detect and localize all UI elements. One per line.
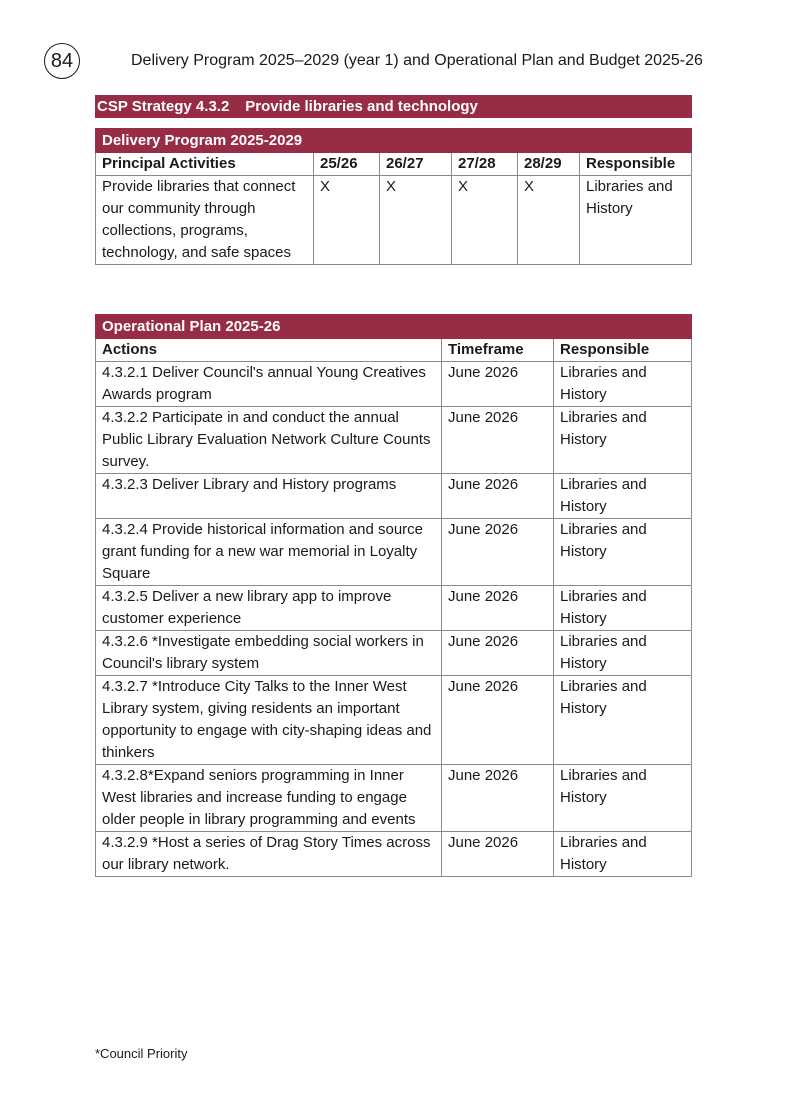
action: 4.3.2.1 Deliver Council's annual Young Creatives Awards program <box>96 362 442 407</box>
table-row <box>96 631 692 676</box>
action: 4.3.2.6 *Investigate embedding social workers in Council's library system <box>96 631 442 676</box>
table-row <box>96 176 692 265</box>
action: 4.3.2.9 *Host a series of Drag Story Times across our library network. <box>96 832 442 877</box>
responsible: Libraries and History <box>554 631 692 676</box>
delivery-program-table <box>95 128 692 265</box>
responsible: Libraries and History <box>554 765 692 832</box>
year-mark: X <box>380 176 452 265</box>
document-title: Delivery Program 2025–2029 (year 1) and Operational Plan and Budget 2025-26 <box>131 52 703 69</box>
column-header: Actions <box>96 339 442 362</box>
timeframe: June 2026 <box>442 407 554 474</box>
year-mark: X <box>314 176 380 265</box>
responsible: Libraries and History <box>554 832 692 877</box>
column-header: Responsible <box>554 339 692 362</box>
page-number: 84 <box>44 43 80 79</box>
responsible: Libraries and History <box>554 586 692 631</box>
table-row <box>96 407 692 474</box>
strategy-banner <box>95 95 692 118</box>
strategy-title: Provide libraries and technology <box>245 98 478 115</box>
responsible: Libraries and History <box>554 474 692 519</box>
timeframe: June 2026 <box>442 765 554 832</box>
timeframe: June 2026 <box>442 832 554 877</box>
action: 4.3.2.3 Deliver Library and History programs <box>96 474 442 519</box>
timeframe: June 2026 <box>442 474 554 519</box>
year-mark: X <box>518 176 580 265</box>
timeframe: June 2026 <box>442 676 554 765</box>
responsible: Libraries and History <box>554 362 692 407</box>
operational-plan-table <box>95 314 692 877</box>
responsible: Libraries and History <box>554 407 692 474</box>
timeframe: June 2026 <box>442 631 554 676</box>
operational-plan-heading: Operational Plan 2025-26 <box>96 315 692 339</box>
strategy-code: CSP Strategy 4.3.2 <box>97 98 230 115</box>
table-row <box>96 832 692 877</box>
delivery-program-heading: Delivery Program 2025-2029 <box>96 129 692 153</box>
action: 4.3.2.4 Provide historical information and source grant funding for a new war memorial in Loyalty Square <box>96 519 442 586</box>
column-header: Principal Activities <box>96 153 314 176</box>
action: 4.3.2.8*Expand seniors programming in Inner West libraries and increase funding to engage older people in library programming and events <box>96 765 442 832</box>
timeframe: June 2026 <box>442 519 554 586</box>
action: 4.3.2.7 *Introduce City Talks to the Inner West Library system, giving residents an important opportunity to engage with city-shaping ideas and thinkers <box>96 676 442 765</box>
column-header: 25/26 <box>314 153 380 176</box>
table-row <box>96 362 692 407</box>
column-header: Timeframe <box>442 339 554 362</box>
responsible: Libraries and History <box>554 676 692 765</box>
table-row <box>96 586 692 631</box>
responsible: Libraries and History <box>554 519 692 586</box>
column-header: 28/29 <box>518 153 580 176</box>
table-row <box>96 474 692 519</box>
table-row <box>96 765 692 832</box>
table-row <box>96 676 692 765</box>
principal-activity: Provide libraries that connect our community through collections, programs, technology, and safe spaces <box>96 176 314 265</box>
column-header: 26/27 <box>380 153 452 176</box>
timeframe: June 2026 <box>442 586 554 631</box>
column-header: Responsible <box>580 153 692 176</box>
column-header: 27/28 <box>452 153 518 176</box>
table-row <box>96 519 692 586</box>
responsible: Libraries and History <box>580 176 692 265</box>
year-mark: X <box>452 176 518 265</box>
action: 4.3.2.2 Participate in and conduct the annual Public Library Evaluation Network Culture Counts survey. <box>96 407 442 474</box>
timeframe: June 2026 <box>442 362 554 407</box>
action: 4.3.2.5 Deliver a new library app to improve customer experience <box>96 586 442 631</box>
footnote: *Council Priority <box>95 1046 188 1061</box>
